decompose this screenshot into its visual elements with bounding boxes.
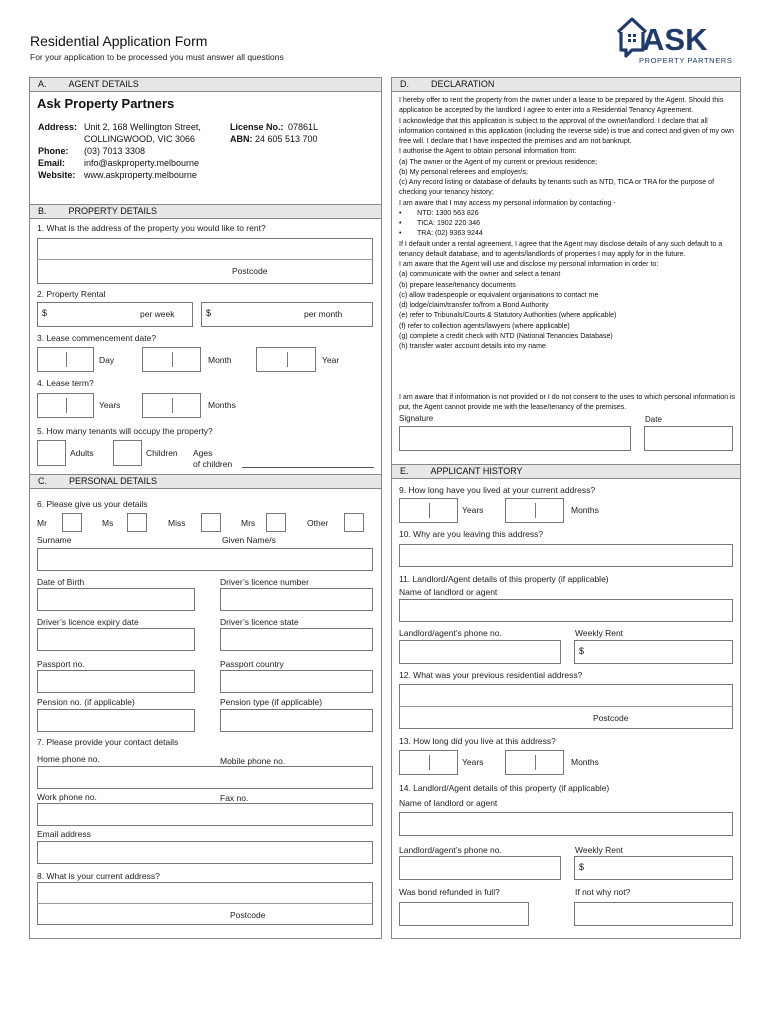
licence-expiry-input[interactable] bbox=[37, 628, 195, 651]
weekly-rent-label: Weekly Rent bbox=[575, 628, 624, 638]
miss-checkbox[interactable] bbox=[201, 513, 221, 532]
previous-years-input[interactable] bbox=[399, 750, 458, 775]
question-6: 6. Please give us your details bbox=[37, 499, 148, 509]
pension-type-label: Pension type (if applicable) bbox=[220, 697, 323, 707]
declaration-text: I hereby offer to rent the property from the owner under a lease to be prepared by the Agent. Should this application be accepted by the landlord I agree to enter into a Residential Tenancy Agreement. I acknowledge that this application is subject to the approval of the owner/landlord. I declare that all information contained in this application (including the reverse side) is true and correct and given of my own free will. I declare that I have inspected the premises and am not bankrupt. I authorise the Agent to obtain personal information from: (a) The owner or the Agent of my current or previous residence; (b) My personal referees and employer/s; (c) Any record listing or database of defaults by tenants such as NTD, TICA or TRA for the purpose of checking your tenancy history; I am aware that I may access my personal information by contacting - • NTD: 1300 563 826 • TICA: 1902 220 346 • TRA: (02) 9363 9244 If I default under a rental agreement, I agree that the Agent may disclose details of any such default to a tenancy default database, and to agents/landlords of properties I may apply for in the future. I am aware that the Agent will use and disclose my personal information in order to: (a) communicate with the owner and select a tenant (b) prepare lease/tenancy documents (c) allow tradespeople or equivalent organisations to contact me (d) lodge/claim/transfer to/from a Bond Authority (e) refer to Tribunals/Courts & Statutory Authorities (where applicable) (f) refer to collection agents/lawyers (where applicable) (g) complete a credit check with NTD (National Tenancies Database) (h) transfer water account details into my name bbox=[399, 97, 734, 350]
given-name-label: Given Name/s bbox=[222, 535, 276, 545]
years-label: Years bbox=[462, 505, 484, 515]
question-10: 10. Why are you leaving this address? bbox=[399, 529, 544, 539]
per-month-label: per month bbox=[304, 309, 343, 319]
question-2: 2. Property Rental bbox=[37, 289, 106, 299]
adults-input[interactable] bbox=[37, 440, 66, 466]
agent-licence: 07861L bbox=[288, 122, 319, 132]
ages-label: Ages bbox=[193, 448, 213, 458]
home-phone-label: Home phone no. bbox=[37, 754, 100, 764]
question-5: 5. How many tenants will occupy the property? bbox=[37, 426, 213, 436]
agent-website: www.askproperty.melbourne bbox=[84, 170, 197, 180]
per-week-label: per week bbox=[140, 309, 175, 319]
passport-no-label: Passport no. bbox=[37, 659, 85, 669]
of-children-label: of children bbox=[193, 459, 233, 469]
signature-input[interactable] bbox=[399, 426, 631, 451]
months-label: Months bbox=[208, 400, 236, 410]
mrs-label: Mrs bbox=[241, 518, 256, 528]
lease-year-input[interactable] bbox=[256, 347, 316, 372]
other-checkbox[interactable] bbox=[344, 513, 364, 532]
month-label: Month bbox=[208, 355, 232, 365]
landlord-name-label: Name of landlord or agent bbox=[399, 587, 498, 597]
landlord-phone-label: Landlord/agent’s phone no. bbox=[399, 845, 502, 855]
day-label: Day bbox=[99, 355, 115, 365]
section-b-header: B. PROPERTY DETAILS bbox=[29, 204, 382, 219]
dollar-sign: $ bbox=[579, 646, 585, 656]
pension-type-input[interactable] bbox=[220, 709, 373, 732]
question-7: 7. Please provide your contact details bbox=[37, 737, 179, 747]
dob-label: Date of Birth bbox=[37, 577, 85, 587]
postcode-label: Postcode bbox=[593, 713, 629, 723]
ms-checkbox[interactable] bbox=[127, 513, 147, 532]
lease-term-months-input[interactable] bbox=[142, 393, 201, 418]
agent-address-line2: COLLINGWOOD, VIC 3066 bbox=[84, 134, 196, 144]
leaving-reason-input[interactable] bbox=[399, 544, 733, 567]
prev-landlord-name-input[interactable] bbox=[399, 812, 733, 836]
agent-name: Ask Property Partners bbox=[37, 96, 175, 111]
other-label: Other bbox=[307, 518, 329, 528]
children-input[interactable] bbox=[113, 440, 142, 466]
property-address-input[interactable] bbox=[37, 238, 373, 284]
ages-underline[interactable] bbox=[242, 467, 374, 468]
dollar-sign: $ bbox=[42, 308, 48, 318]
rent-per-month-input[interactable] bbox=[201, 302, 373, 327]
landlord-phone-input[interactable] bbox=[399, 640, 561, 664]
date-input[interactable] bbox=[644, 426, 733, 451]
declaration-final: I am aware that if information is not provided or I do not consent to the uses to which personal information is put, the Agent cannot provide me with the lease/tenancy of the premises. bbox=[399, 394, 736, 412]
logo-text: ASK bbox=[642, 22, 708, 57]
passport-country-label: Passport country bbox=[220, 659, 284, 669]
agent-email: info@askproperty.melbourne bbox=[84, 158, 200, 168]
address-label: Address: bbox=[38, 122, 78, 132]
email-label: Email: bbox=[38, 158, 66, 168]
landlord-name-input[interactable] bbox=[399, 599, 733, 622]
question-11: 11. Landlord/Agent details of this property (if applicable) bbox=[399, 574, 609, 584]
current-months-input[interactable] bbox=[505, 498, 564, 523]
bond-label: Was bond refunded in full? bbox=[399, 887, 500, 897]
question-14: 14. Landlord/Agent details of this property (if applicable) bbox=[399, 783, 610, 793]
divider bbox=[399, 706, 733, 707]
dollar-sign: $ bbox=[579, 862, 585, 872]
question-12: 12. What was your previous residential address? bbox=[399, 670, 583, 680]
passport-country-input[interactable] bbox=[220, 670, 373, 693]
question-8: 8. What is your current address? bbox=[37, 871, 160, 881]
if-not-label: If not why not? bbox=[575, 887, 631, 897]
page-title: Residential Application Form bbox=[30, 33, 208, 49]
name-input[interactable] bbox=[37, 548, 373, 571]
current-years-input[interactable] bbox=[399, 498, 458, 523]
licence-state-label: Driver’s licence state bbox=[220, 617, 299, 627]
licence-number-label: Driver’s licence number bbox=[220, 577, 309, 587]
weekly-rent-input[interactable] bbox=[574, 640, 733, 664]
months-label: Months bbox=[571, 505, 599, 515]
work-fax-input[interactable] bbox=[37, 803, 373, 826]
section-d-header: D. DECLARATION bbox=[391, 77, 741, 92]
previous-months-input[interactable] bbox=[505, 750, 564, 775]
mr-label: Mr bbox=[37, 518, 47, 528]
landlord-phone-label: Landlord/agent’s phone no. bbox=[399, 628, 502, 638]
website-label: Website: bbox=[38, 170, 76, 180]
email-input[interactable] bbox=[37, 841, 373, 864]
fax-label: Fax no. bbox=[220, 793, 249, 803]
logo-subtext: PROPERTY PARTNERS bbox=[639, 56, 733, 65]
year-label: Year bbox=[322, 355, 340, 365]
years-label: Years bbox=[99, 400, 121, 410]
email-address-label: Email address bbox=[37, 829, 91, 839]
years-label: Years bbox=[462, 757, 484, 767]
postcode-label: Postcode bbox=[232, 266, 268, 276]
mr-checkbox[interactable] bbox=[62, 513, 82, 532]
divider bbox=[37, 259, 373, 260]
weekly-rent-label: Weekly Rent bbox=[575, 845, 624, 855]
abn-label: ABN: bbox=[230, 134, 253, 144]
licence-expiry-label: Driver’s licence expiry date bbox=[37, 617, 139, 627]
logo bbox=[612, 10, 742, 68]
passport-no-input[interactable] bbox=[37, 670, 195, 693]
work-phone-label: Work phone no. bbox=[37, 792, 97, 802]
agent-phone: (03) 7013 3308 bbox=[84, 146, 146, 156]
lease-day-input[interactable] bbox=[37, 347, 94, 372]
question-1: 1. What is the address of the property you would like to rent? bbox=[37, 223, 266, 233]
pension-no-input[interactable] bbox=[37, 709, 195, 732]
prev-weekly-rent-input[interactable] bbox=[574, 856, 733, 880]
section-a-header: A. AGENT DETAILS bbox=[29, 77, 382, 92]
section-c-header: C. PERSONAL DETAILS bbox=[29, 474, 382, 489]
dob-input[interactable] bbox=[37, 588, 195, 611]
section-e-header: E. APPLICANT HISTORY bbox=[391, 464, 741, 479]
phone-label: Phone: bbox=[38, 146, 69, 156]
signature-label: Signature bbox=[399, 414, 434, 423]
postcode-label: Postcode bbox=[230, 910, 266, 920]
licence-label: License No.: bbox=[230, 122, 284, 132]
agent-address-line1: Unit 2, 168 Wellington Street, bbox=[84, 122, 201, 132]
bond-reason-input[interactable] bbox=[574, 902, 733, 926]
landlord-name-label: Name of landlord or agent bbox=[399, 798, 498, 808]
page-subtitle: For your application to be processed you must answer all questions bbox=[30, 52, 284, 62]
dollar-sign: $ bbox=[206, 308, 212, 318]
agent-abn: 24 605 513 700 bbox=[255, 134, 318, 144]
question-9: 9. How long have you lived at your current address? bbox=[399, 485, 596, 495]
bond-input[interactable] bbox=[399, 902, 529, 926]
date-label: Date bbox=[645, 415, 662, 424]
divider bbox=[37, 903, 373, 904]
licence-number-input[interactable] bbox=[220, 588, 373, 611]
mobile-phone-label: Mobile phone no. bbox=[220, 756, 286, 766]
surname-label: Surname bbox=[37, 535, 72, 545]
miss-label: Miss bbox=[168, 518, 186, 528]
months-label: Months bbox=[571, 757, 599, 767]
question-4: 4. Lease term? bbox=[37, 378, 94, 388]
lease-month-input[interactable] bbox=[142, 347, 201, 372]
pension-no-label: Pension no. (if applicable) bbox=[37, 697, 135, 707]
mrs-checkbox[interactable] bbox=[266, 513, 286, 532]
ms-label: Ms bbox=[102, 518, 114, 528]
children-label: Children bbox=[146, 448, 178, 458]
prev-landlord-phone-input[interactable] bbox=[399, 856, 561, 880]
lease-term-years-input[interactable] bbox=[37, 393, 94, 418]
question-3: 3. Lease commencement date? bbox=[37, 333, 157, 343]
licence-state-input[interactable] bbox=[220, 628, 373, 651]
question-13: 13. How long did you live at this address? bbox=[399, 736, 556, 746]
home-mobile-phone-input[interactable] bbox=[37, 766, 373, 789]
adults-label: Adults bbox=[70, 448, 94, 458]
